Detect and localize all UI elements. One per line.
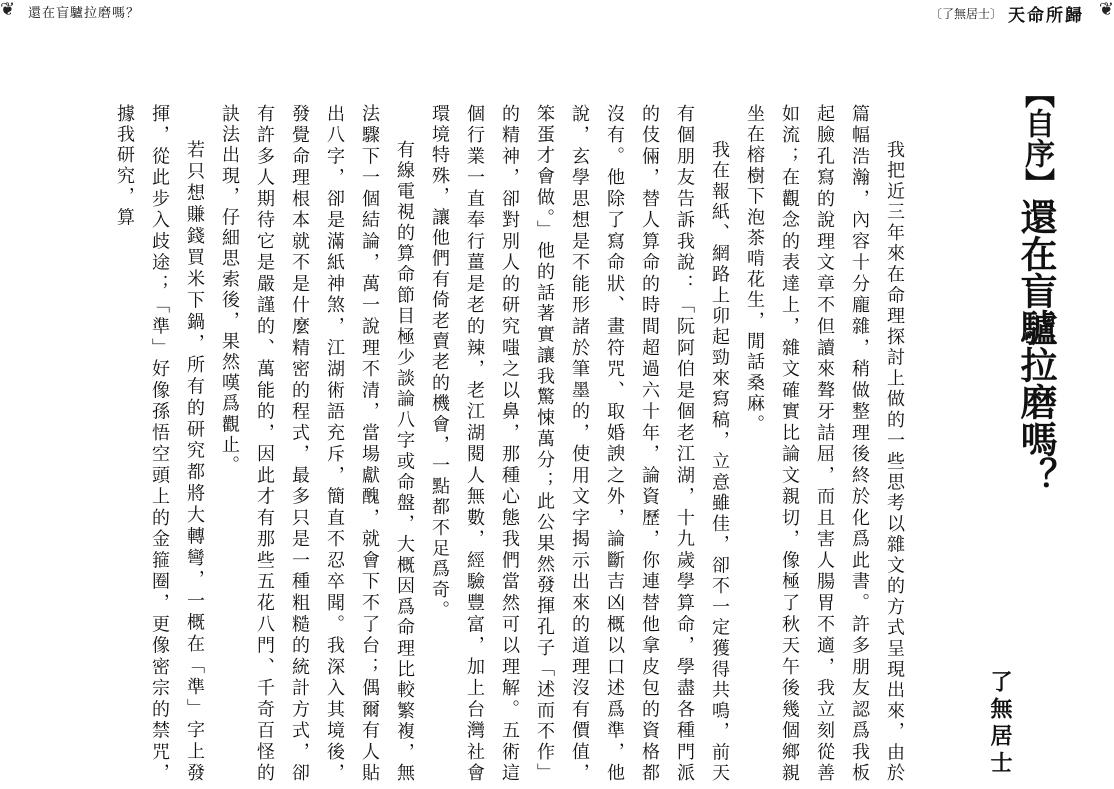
chapter-title-text: 還在盲驢拉磨嗎？ <box>1014 198 1058 494</box>
running-header-book-title: 天命所歸 <box>1008 5 1084 26</box>
corner-ornament-icon: ❦ <box>1098 0 1114 20</box>
paragraph: 我在報紙、網路上卯起勁來寫稿，立意雖佳，卻不一定獲得共鳴，前天有個朋友告訴我說：「阮阿伯是個老江湖，十九歲學算命，學盡各種門派的伎倆，替人算命的時間超過六十年，論資歷，你連替他拿皮包的資格都沒有。他除了寫命狀、畫符咒、取婚諛之外，論斷吉凶概以口述爲準，他說，玄學思想是不能形諸於筆墨的，使用文字揭示出來的道理沒有價值，笨蛋才會做。」他的話著實讓我驚悚萬分；此公果然發揮孔子「述而不作」的精神，卻對別人的研究嗤之以鼻，那種心態我們當然可以理解。五術這個行業一直奉行薑是老的辣，老江湖閱人無數，經驗豐富，加上台灣社會環境特殊，讓他們有倚老賣老的機會，一點都不足爲奇。 <box>429 104 730 784</box>
running-header-author: 〔了無居士〕 <box>929 6 1002 21</box>
author-signature: 了無居士 <box>987 670 1013 778</box>
running-header-chapter-title: 還在盲驢拉磨嗎？ <box>28 6 141 21</box>
vertical-text-page <box>52 78 1060 786</box>
paragraph: 若只想賺錢買米下鍋，所有的研究都將大轉彎，一概在「準」字上發揮，從此步入歧途；「準」好像孫悟空頭上的金箍圈，更像密宗的禁咒，據我研究，算 <box>114 104 205 784</box>
paragraph: 有線電視的算命節目極少談論八字或命盤，大概因爲命理比較繁複，無法驟下一個結論，萬一說理不清，當場獻醜，就會下不了台；偶爾有人貼出八字，卻是滿紙神煞，江湖術語充斥，簡直不忍卒聞。我深入其境後，發覺命理根本就不是什麼精密的程式，最多只是一種粗糙的統計方式，卻有許多人期待它是嚴謹的、萬能的，因此才有那些五花八門、千奇百怪的訣法出現，仔細思索後，果然嘆爲觀止。 <box>219 104 415 784</box>
chapter-title <box>1014 78 1058 498</box>
body-text <box>52 104 912 784</box>
paragraph: 我把近三年來在命理探討上做的一些思考以雜文的方式呈現出來，由於篇幅浩瀚，內容十分龐雜，稍做整理後終於化爲此書。許多朋友認爲我板起臉孔寫的說理文章不但讀來聱牙詰屈，而且害人腸胃不適，我立刻從善如流；在觀念的表達上，雜文確實比論文親切，像極了秋天午後幾個鄉親坐在榕樹下泡茶啃花生，閒話桑麻。 <box>744 104 905 784</box>
running-header-left <box>0 0 300 22</box>
running-header-right <box>930 0 1084 26</box>
corner-ornament-icon: ❦ <box>0 0 16 20</box>
chapter-title-tag: 【自序】 <box>1019 78 1054 198</box>
